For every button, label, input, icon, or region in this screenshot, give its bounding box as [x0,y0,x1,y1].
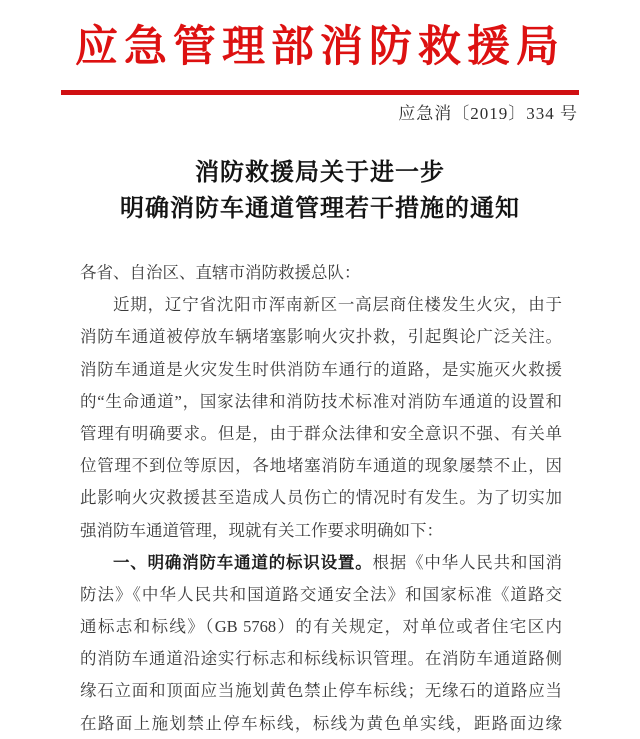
salutation-line: 各省、自治区、直辖市消防救援总队： [80,263,361,282]
body-line: 防法》《中华人民共和国道路交通安全法》和国家标准《道路交 [80,584,562,604]
org-title: 应急管理部消防救援局 [75,24,565,71]
doc-number: 应急消〔2019〕334 号 [398,104,578,123]
body-line: 缘石立面和顶面应当施划黄色禁止停车标线；无缘石的道路应当 [80,681,562,701]
body-line: 近期，辽宁省沈阳市浑南新区一高层商住楼发生火灾，由于 [113,295,562,315]
body-line: 此影响火灾救援甚至造成人员伤亡的情况时有发生。为了切实加 [80,488,562,508]
section-1-text: 根据《中华人民共和国消 [372,552,563,572]
body-line: 位管理不到位等原因，各地堵塞消防车通道的现象屡禁不止，因 [80,456,562,476]
section-1-heading: 一、明确消防车通道的标识设置。 [113,553,373,572]
body-line: 的消防车通道沿途实行标志和标线标识管理。在消防车通道路侧 [80,649,562,669]
body-line: 管理有明确要求。但是，由于群众法律和安全意识不强、有关单 [80,423,562,443]
body-line [80,547,562,579]
body-line: 的“生命通道”，国家法律和消防技术标准对消防车通道的设置和 [80,391,562,411]
doc-title-line1: 消防救援局关于进一步 [195,160,445,186]
doc-title-line2: 明确消防车通道管理若干措施的通知 [120,196,520,222]
red-divider [61,90,579,95]
body-text [80,257,562,739]
document-content [0,155,640,739]
body-line: 强消防车通道管理，现就有关工作要求明确如下： [80,520,443,540]
body-line: 通标志和标线》（GB 5768）的有关规定，对单位或者住宅区内 [80,617,562,637]
doc-title [0,155,640,227]
body-line: 消防车通道是火灾发生时供消防车通行的道路，是实施灭火救援 [80,359,562,379]
body-line: 在路面上施划禁止停车标线，标线为黄色单实线，距路面边缘 [80,713,562,733]
letterhead [0,18,640,126]
body-line: 消防车通道被停放车辆堵塞影响火灾扑救，引起舆论广泛关注。 [80,327,562,347]
